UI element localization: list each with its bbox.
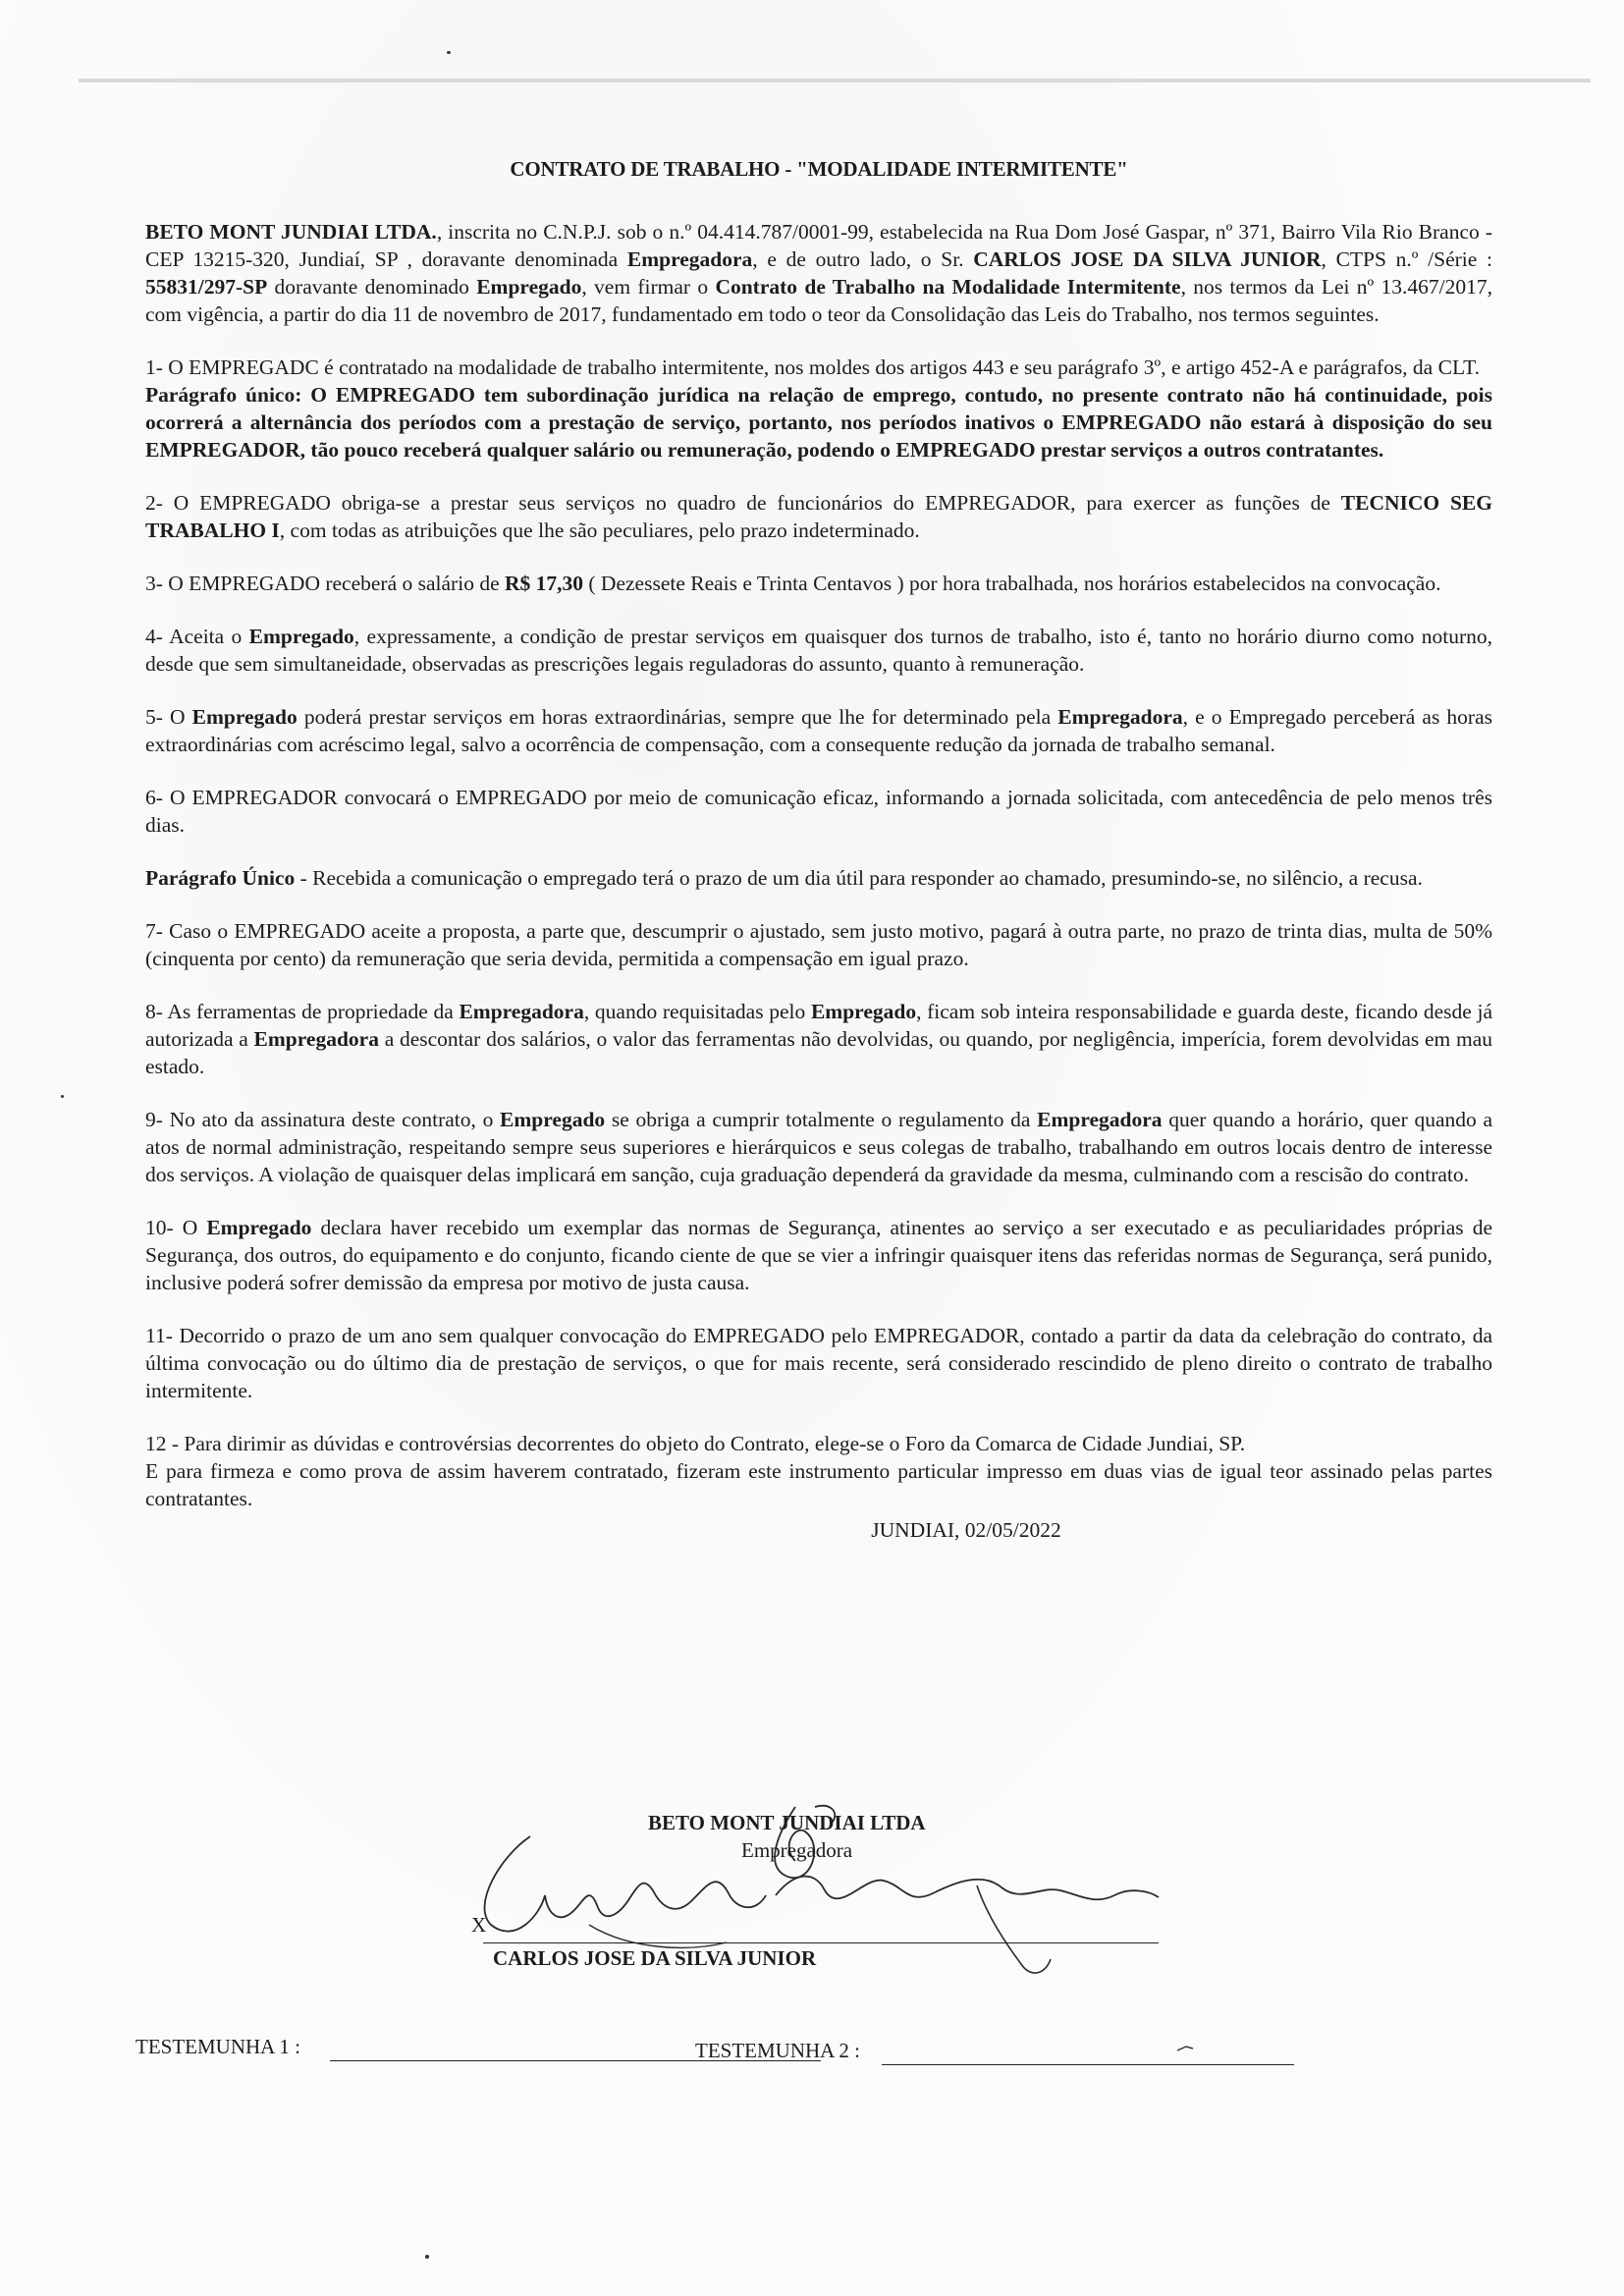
clause-text: - Recebida a comunicação o empregado terá o prazo de um dia útil para responder ao chamado, presumindo-se, no silêncio, a recusa. <box>295 866 1423 890</box>
clause-12: 12 - Para dirimir as dúvidas e controvérsias decorrentes do objeto do Contrato, elege-se o Foro da Comarca de Cidade Jundiai, SP. <box>145 1432 1246 1455</box>
employee-term: Empregado <box>206 1216 312 1239</box>
clause-text: 4- Aceita o <box>145 625 249 648</box>
employee-term: Empregado <box>810 1000 917 1023</box>
clause-1: 1- O EMPREGADC é contratado na modalidade de trabalho intermitente, nos moldes dos artigos 443 e seu parágrafo 3º, e artigo 452-A e parágrafos, da CLT. <box>145 355 1481 379</box>
employee-name: CARLOS JOSE DA SILVA JUNIOR <box>973 247 1322 271</box>
paragraph-label: Parágrafo Único <box>145 866 296 890</box>
employer-term: Empregadora <box>253 1027 379 1051</box>
signature-line <box>483 1942 1159 1943</box>
date-line: JUNDIAI, 02/05/2022 <box>871 1518 1061 1542</box>
clause-text: 9- No ato da assinatura deste contrato, o <box>145 1108 501 1131</box>
preamble-text: , inscrita no C.N.P.J. sob o n.º 04.414.787/0001-99, estabelecida na Rua Dom José Gaspar, nº 371, Bairro Vila Rio Branco - CEP 13215-320, Jundiaí, SP , doravante denominada <box>145 220 1492 271</box>
employee-term: Empregado <box>500 1108 606 1131</box>
employer-term: Empregadora <box>1037 1108 1163 1131</box>
scan-speck <box>61 1095 64 1098</box>
clause-text: ( Dezessete Reais e Trinta Centavos ) por hora trabalhada, nos horários estabelecidos na convocação. <box>583 572 1441 595</box>
clause-6: 6- O EMPREGADOR convocará o EMPREGADO por meio de comunicação eficaz, informando a jornada solicitada, com antecedência de pelo menos três dias. <box>145 786 1492 837</box>
clause-10 <box>145 1214 1492 1296</box>
scan-speck <box>425 2255 429 2259</box>
preamble-text: , e de outro lado, o Sr. <box>752 247 974 271</box>
clause-text: , e o Empregado perceberá as horas extraordinárias com acréscimo legal, salvo a ocorrência de compensação, com a consequente redução da jornada de trabalho semanal. <box>145 705 1493 756</box>
company-signatory-name: BETO MONT JUNDIAI LTDA <box>648 1811 926 1834</box>
ctps-number: 55831/297-SP <box>145 275 268 299</box>
clause-text: 2- O EMPREGADO obriga-se a prestar seus serviços no quadro de funcionários do EMPREGADOR, para exercer as funções de <box>145 491 1341 515</box>
company-signatory-role: Empregadora <box>741 1838 853 1862</box>
contract-title: CONTRATO DE TRABALHO - "MODALIDADE INTERMITENTE" <box>510 157 1128 181</box>
clause-text: 10- O <box>145 1216 207 1239</box>
employer-term: Empregadora <box>1057 705 1183 729</box>
company-name: BETO MONT JUNDIAI LTDA. <box>145 220 437 244</box>
clause-text: , com todas as atribuições que lhe são peculiares, pelo prazo indeterminado. <box>279 519 920 542</box>
witness-2-label: TESTEMUNHA 2 : <box>695 2039 860 2062</box>
witness-2-line <box>882 2064 1294 2065</box>
clause-4 <box>145 623 1492 678</box>
clause-text: 3- O EMPREGADO receberá o salário de <box>145 572 505 595</box>
salary-value: R$ 17,30 <box>504 572 584 595</box>
preamble <box>145 218 1492 328</box>
signature-x-mark: X <box>471 1913 487 1937</box>
contract-body <box>145 155 1492 1544</box>
clause-text: declara haver recebido um exemplar das normas de Segurança, atinentes ao serviço a ser executado e as peculiaridades próprias de Segurança, dos outros, do equipamento e do conjunto, ficando ciente de que se vier a infringir quaisquer itens das referidas normas de Segurança, será punido, inclusive poderá sofrer demissão da empresa por motivo de justa causa. <box>145 1216 1492 1294</box>
clause-3 <box>145 570 1492 597</box>
clause-text: , ficam sob inteira responsabilidade e guarda deste, ficando desde já autorizada a <box>145 1000 1493 1051</box>
witness-1-label: TESTEMUNHA 1 : <box>135 2035 300 2058</box>
clause-text: a descontar dos salários, o valor das ferramentas não devolvidas, ou quando, por negligência, imperícia, forem devolvidas em mau estado. <box>145 1027 1492 1078</box>
clause-text: , quando requisitadas pelo <box>583 1000 811 1023</box>
clause-11: 11- Decorrido o prazo de um ano sem qualquer convocação do EMPREGADO pelo EMPREGADOR, contado a partir da data da celebração do contrato, da última convocação ou do último dia de prestação de serviços, o que for mais recente, será considerado rescindido de pleno direito o contrato de trabalho intermitente. <box>145 1324 1492 1402</box>
clause-text: 8- As ferramentas de propriedade da <box>145 1000 460 1023</box>
clause-9 <box>145 1106 1492 1188</box>
scan-speck <box>447 51 451 54</box>
signature-block <box>471 1777 1355 1994</box>
closing-statement: E para firmeza e como prova de assim haverem contratado, fizeram este instrumento particular impresso em duas vias de igual teor assinado pelas partes contratantes. <box>145 1459 1492 1510</box>
employer-term: Empregadora <box>626 247 753 271</box>
preamble-text: , vem firmar o <box>581 275 716 299</box>
scan-edge <box>79 79 1591 82</box>
clause-5 <box>145 703 1492 758</box>
clause-8 <box>145 998 1492 1080</box>
clause-1-paragraph: Parágrafo único: O EMPREGADO tem subordinação jurídica na relação de emprego, contudo, no presente contrato não há continuidade, pois ocorrerá a alternância dos períodos com a prestação de serviço, portanto, nos períodos inativos o EMPREGADO não estará à disposição do seu EMPREGADOR, tão pouco receberá qualquer salário ou remuneração, podendo o EMPREGADO prestar serviços a outros contratantes. <box>145 383 1492 462</box>
clause-text: 5- O <box>145 705 192 729</box>
preamble-text: , CTPS n.º /Série : <box>1321 247 1492 271</box>
clause-text: , expressamente, a condição de prestar serviços em quaisquer dos turnos de trabalho, isto é, tanto no horário diurno como noturno, desde que sem simultaneidade, observadas as prescrições legais reguladoras do assunto, quanto à remuneração. <box>145 625 1493 676</box>
employee-term: Empregado <box>191 705 298 729</box>
clause-text: quer quando a horário, quer quando a atos de normal administração, respeitando sempre seus superiores e hierárquicos e seus colegas de trabalho, trabalhando em outros locais dentro de interesse dos serviços. A violação de quaisquer delas implicará em sanção, cuja graduação dependerá da gravidade da mesma, culminando com a rescisão do contrato. <box>145 1108 1492 1186</box>
employer-term: Empregadora <box>459 1000 584 1023</box>
employee-signatory-name: CARLOS JOSE DA SILVA JUNIOR <box>493 1946 817 1970</box>
pen-mark <box>1176 2045 1194 2052</box>
clause-text: poderá prestar serviços em horas extraordinárias, sempre que lhe for determinado pela <box>297 705 1058 729</box>
contract-name: Contrato de Trabalho na Modalidade Intermitente <box>715 275 1181 299</box>
employee-term: Empregado <box>476 275 582 299</box>
employee-term: Empregado <box>248 625 354 648</box>
preamble-text: , nos termos da Lei nº 13.467/2017, com vigência, a partir do dia 11 de novembro de 2017, fundamentado em todo o teor da Consolidação das Leis do Trabalho, nos termos seguintes. <box>145 275 1493 326</box>
job-role: TECNICO SEG TRABALHO I <box>145 491 1492 542</box>
clause-2 <box>145 489 1492 544</box>
preamble-text: doravante denominado <box>267 275 477 299</box>
clause-7: 7- Caso o EMPREGADO aceite a proposta, a parte que, descumprir o ajustado, sem justo motivo, pagará à outra parte, no prazo de trinta dias, multa de 50% (cinquenta por cento) da remuneração que seria devida, permitida a compensação em igual prazo. <box>145 919 1492 970</box>
clause-text: se obriga a cumprir totalmente o regulamento da <box>605 1108 1038 1131</box>
clause-6-paragraph <box>145 864 1492 892</box>
